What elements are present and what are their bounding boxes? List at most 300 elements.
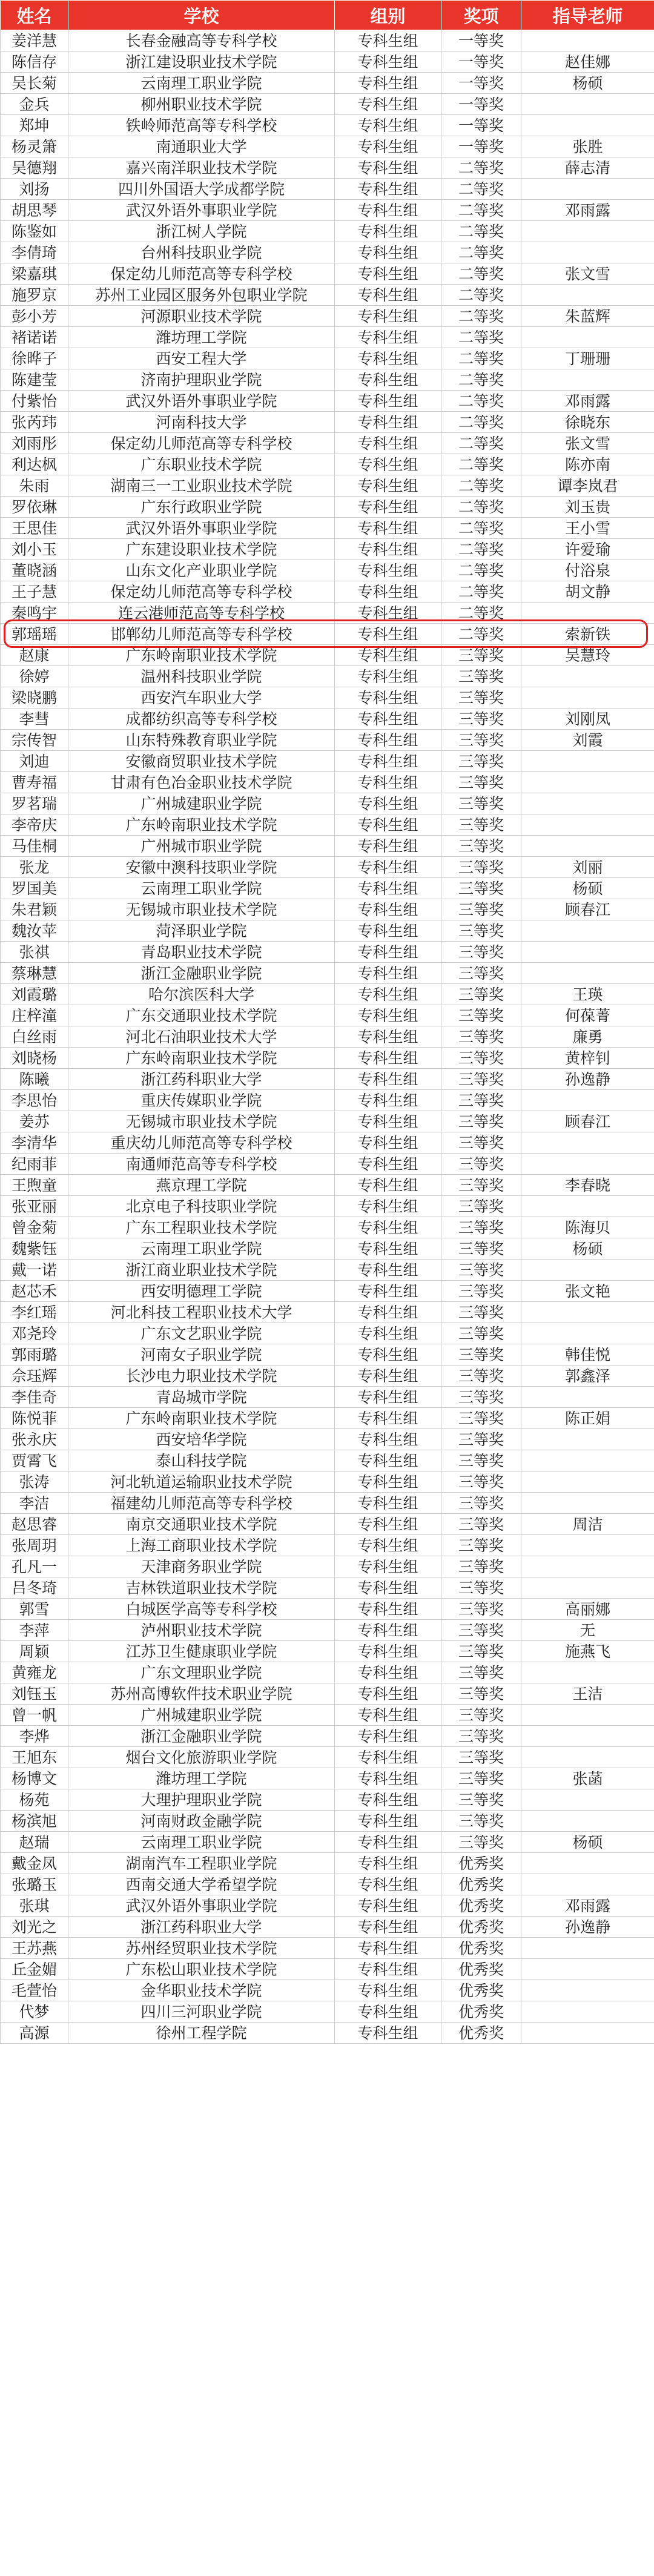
cell-group: 专科生组 (335, 1599, 441, 1620)
cell-award: 一等奖 (441, 51, 521, 73)
cell-school: 湖南三一工业职业技术学院 (68, 475, 335, 497)
cell-name: 秦鸣宇 (1, 603, 68, 624)
cell-school: 武汉外语外事职业学院 (68, 200, 335, 221)
cell-school: 西安工程大学 (68, 348, 335, 369)
cell-name: 李洁 (1, 1493, 68, 1514)
cell-award: 三等奖 (441, 1620, 521, 1641)
cell-award: 三等奖 (441, 1535, 521, 1556)
cell-school: 保定幼儿师范高等专科学校 (68, 263, 335, 285)
cell-school: 云南理工职业学院 (68, 1238, 335, 1260)
cell-group: 专科生组 (335, 1768, 441, 1789)
cell-award: 三等奖 (441, 1111, 521, 1132)
cell-teacher: 吴慧玲 (521, 645, 654, 666)
cell-school: 广东岭南职业技术学院 (68, 1048, 335, 1069)
cell-group: 专科生组 (335, 751, 441, 772)
cell-name: 杨苑 (1, 1789, 68, 1811)
cell-name: 李红瑶 (1, 1302, 68, 1323)
table-row (1, 1493, 654, 1514)
cell-name: 梁嘉琪 (1, 263, 68, 285)
cell-name: 陈悦菲 (1, 1408, 68, 1429)
cell-teacher (521, 836, 654, 857)
cell-group: 专科生组 (335, 1726, 441, 1747)
cell-school: 湖南汽车工程职业学院 (68, 1853, 335, 1874)
table-row (1, 369, 654, 391)
cell-award: 优秀奖 (441, 1874, 521, 1895)
cell-award: 三等奖 (441, 1026, 521, 1048)
cell-award: 三等奖 (441, 772, 521, 793)
cell-group: 专科生组 (335, 1450, 441, 1471)
cell-group: 专科生组 (335, 73, 441, 94)
cell-school: 北京电子科技职业学院 (68, 1196, 335, 1217)
cell-school: 广东松山职业技术学院 (68, 1959, 335, 1980)
cell-name: 赵思睿 (1, 1514, 68, 1535)
cell-group: 专科生组 (335, 1683, 441, 1705)
cell-group: 专科生组 (335, 1387, 441, 1408)
cell-group: 专科生组 (335, 327, 441, 348)
cell-school: 广东建设职业技术学院 (68, 539, 335, 560)
cell-school: 南通职业大学 (68, 136, 335, 157)
header-group: 组别 (335, 1, 441, 30)
cell-award: 三等奖 (441, 1450, 521, 1471)
table-row (1, 878, 654, 899)
cell-award: 二等奖 (441, 327, 521, 348)
table-row (1, 666, 654, 687)
cell-name: 魏紫钰 (1, 1238, 68, 1260)
cell-teacher (521, 1811, 654, 1832)
cell-award: 二等奖 (441, 391, 521, 412)
cell-group: 专科生组 (335, 221, 441, 242)
cell-award: 三等奖 (441, 730, 521, 751)
cell-name: 李倩琦 (1, 242, 68, 263)
cell-group: 专科生组 (335, 836, 441, 857)
table-row (1, 1111, 654, 1132)
cell-teacher (521, 963, 654, 984)
cell-teacher: 孙逸静 (521, 1917, 654, 1938)
cell-name: 罗茗瑞 (1, 793, 68, 814)
cell-teacher: 陈亦南 (521, 454, 654, 475)
cell-school: 上海工商职业技术学院 (68, 1535, 335, 1556)
cell-teacher: 陈海贝 (521, 1217, 654, 1238)
cell-group: 专科生组 (335, 687, 441, 708)
table-row (1, 687, 654, 708)
cell-school: 河北石油职业技术大学 (68, 1026, 335, 1048)
cell-group: 专科生组 (335, 1938, 441, 1959)
cell-group: 专科生组 (335, 157, 441, 179)
cell-teacher: 杨硕 (521, 878, 654, 899)
cell-name: 刘霞璐 (1, 984, 68, 1005)
cell-name: 张琪 (1, 1895, 68, 1917)
cell-award: 三等奖 (441, 878, 521, 899)
cell-name: 王苏燕 (1, 1938, 68, 1959)
cell-teacher (521, 666, 654, 687)
cell-name: 杨灵箫 (1, 136, 68, 157)
cell-teacher (521, 115, 654, 136)
table-row (1, 73, 654, 94)
table-row (1, 1705, 654, 1726)
cell-group: 专科生组 (335, 1832, 441, 1853)
cell-teacher: 孙逸静 (521, 1069, 654, 1090)
table-row (1, 603, 654, 624)
cell-school: 甘肃有色冶金职业技术学院 (68, 772, 335, 793)
cell-school: 四川外国语大学成都学院 (68, 179, 335, 200)
cell-award: 二等奖 (441, 497, 521, 518)
cell-name: 邓尧玲 (1, 1323, 68, 1344)
cell-school: 长沙电力职业技术学院 (68, 1366, 335, 1387)
cell-teacher (521, 687, 654, 708)
cell-award: 三等奖 (441, 1768, 521, 1789)
cell-teacher: 刘刚凤 (521, 708, 654, 730)
cell-award: 三等奖 (441, 1832, 521, 1853)
cell-group: 专科生组 (335, 518, 441, 539)
cell-teacher: 邓雨露 (521, 391, 654, 412)
cell-school: 浙江金融职业学院 (68, 963, 335, 984)
cell-teacher: 付浴泉 (521, 560, 654, 581)
cell-group: 专科生组 (335, 433, 441, 454)
cell-name: 刘迪 (1, 751, 68, 772)
cell-group: 专科生组 (335, 1789, 441, 1811)
cell-group: 专科生组 (335, 30, 441, 51)
cell-name: 金兵 (1, 94, 68, 115)
cell-group: 专科生组 (335, 475, 441, 497)
cell-award: 三等奖 (441, 1641, 521, 1662)
cell-name: 周颖 (1, 1641, 68, 1662)
cell-school: 浙江金融职业学院 (68, 1726, 335, 1747)
cell-award: 二等奖 (441, 200, 521, 221)
cell-award: 三等奖 (441, 1556, 521, 1577)
cell-award: 一等奖 (441, 73, 521, 94)
cell-award: 二等奖 (441, 285, 521, 306)
cell-name: 施罗京 (1, 285, 68, 306)
cell-award: 三等奖 (441, 1238, 521, 1260)
cell-group: 专科生组 (335, 1238, 441, 1260)
cell-group: 专科生组 (335, 1196, 441, 1217)
cell-group: 专科生组 (335, 1175, 441, 1196)
cell-name: 纪雨菲 (1, 1154, 68, 1175)
table-row (1, 1980, 654, 2001)
cell-name: 庄梓潼 (1, 1005, 68, 1026)
cell-teacher: 周洁 (521, 1514, 654, 1535)
cell-name: 孔凡一 (1, 1556, 68, 1577)
cell-group: 专科生组 (335, 242, 441, 263)
cell-award: 三等奖 (441, 1323, 521, 1344)
cell-group: 专科生组 (335, 1577, 441, 1599)
cell-award: 三等奖 (441, 1408, 521, 1429)
cell-teacher (521, 1853, 654, 1874)
cell-name: 刘晓杨 (1, 1048, 68, 1069)
cell-name: 宗传智 (1, 730, 68, 751)
cell-teacher (521, 1980, 654, 2001)
cell-teacher: 王洁 (521, 1683, 654, 1705)
table-row (1, 1938, 654, 1959)
cell-name: 曾金菊 (1, 1217, 68, 1238)
cell-name: 吴长菊 (1, 73, 68, 94)
cell-name: 刘扬 (1, 179, 68, 200)
cell-name: 刘小玉 (1, 539, 68, 560)
cell-name: 张周玥 (1, 1535, 68, 1556)
cell-teacher: 张文雪 (521, 433, 654, 454)
cell-teacher: 徐晓东 (521, 412, 654, 433)
cell-school: 武汉外语外事职业学院 (68, 391, 335, 412)
cell-school: 台州科技职业学院 (68, 242, 335, 263)
cell-school: 河南财政金融学院 (68, 1811, 335, 1832)
cell-school: 山东特殊教育职业学院 (68, 730, 335, 751)
cell-teacher: 施燕飞 (521, 1641, 654, 1662)
cell-school: 连云港师范高等专科学校 (68, 603, 335, 624)
table-row (1, 1514, 654, 1535)
cell-group: 专科生组 (335, 179, 441, 200)
cell-group: 专科生组 (335, 51, 441, 73)
table-row (1, 518, 654, 539)
cell-teacher: 许爱瑜 (521, 539, 654, 560)
cell-name: 郭雪 (1, 1599, 68, 1620)
cell-name: 李清华 (1, 1132, 68, 1154)
cell-school: 广东文理职业学院 (68, 1662, 335, 1683)
table-row (1, 1132, 654, 1154)
cell-name: 赵芯禾 (1, 1281, 68, 1302)
cell-group: 专科生组 (335, 136, 441, 157)
cell-group: 专科生组 (335, 1705, 441, 1726)
cell-school: 广东文艺职业学院 (68, 1323, 335, 1344)
cell-group: 专科生组 (335, 857, 441, 878)
cell-group: 专科生组 (335, 581, 441, 603)
cell-group: 专科生组 (335, 1132, 441, 1154)
table-row (1, 857, 654, 878)
cell-name: 王思佳 (1, 518, 68, 539)
cell-school: 无锡城市职业技术学院 (68, 899, 335, 920)
cell-school: 武汉外语外事职业学院 (68, 1895, 335, 1917)
cell-award: 三等奖 (441, 1387, 521, 1408)
cell-name: 蔡琳慧 (1, 963, 68, 984)
header-award: 奖项 (441, 1, 521, 30)
cell-group: 专科生组 (335, 1535, 441, 1556)
cell-award: 三等奖 (441, 1429, 521, 1450)
cell-award: 三等奖 (441, 1048, 521, 1069)
cell-school: 保定幼儿师范高等专科学校 (68, 581, 335, 603)
cell-teacher: 顾春江 (521, 899, 654, 920)
cell-teacher: 王小雪 (521, 518, 654, 539)
table-row (1, 115, 654, 136)
cell-teacher: 无 (521, 1620, 654, 1641)
cell-award: 三等奖 (441, 645, 521, 666)
cell-group: 专科生组 (335, 1620, 441, 1641)
table-row (1, 1048, 654, 1069)
cell-group: 专科生组 (335, 1980, 441, 2001)
cell-group: 专科生组 (335, 1344, 441, 1366)
cell-teacher (521, 1493, 654, 1514)
cell-group: 专科生组 (335, 1111, 441, 1132)
cell-school: 云南理工职业学院 (68, 73, 335, 94)
table-row (1, 1874, 654, 1895)
cell-award: 三等奖 (441, 1344, 521, 1366)
cell-school: 烟台文化旅游职业学院 (68, 1747, 335, 1768)
cell-award: 优秀奖 (441, 1980, 521, 2001)
cell-school: 广州城建职业学院 (68, 793, 335, 814)
cell-award: 二等奖 (441, 306, 521, 327)
cell-teacher: 杨硕 (521, 1238, 654, 1260)
cell-award: 三等奖 (441, 1726, 521, 1747)
cell-group: 专科生组 (335, 920, 441, 942)
cell-school: 无锡城市职业技术学院 (68, 1111, 335, 1132)
cell-award: 三等奖 (441, 708, 521, 730)
cell-group: 专科生组 (335, 814, 441, 836)
cell-name: 张祺 (1, 942, 68, 963)
cell-name: 李帝庆 (1, 814, 68, 836)
table-row (1, 1747, 654, 1768)
cell-teacher: 刘霞 (521, 730, 654, 751)
cell-group: 专科生组 (335, 1408, 441, 1429)
cell-award: 二等奖 (441, 539, 521, 560)
cell-name: 褚诺诺 (1, 327, 68, 348)
cell-teacher (521, 2023, 654, 2044)
table-row (1, 454, 654, 475)
cell-award: 二等奖 (441, 263, 521, 285)
table-row (1, 285, 654, 306)
cell-school: 保定幼儿师范高等专科学校 (68, 433, 335, 454)
cell-name: 曾一帆 (1, 1705, 68, 1726)
table-row (1, 136, 654, 157)
cell-name: 张璐玉 (1, 1874, 68, 1895)
cell-school: 河北科技工程职业技术大学 (68, 1302, 335, 1323)
cell-name: 赵瑞 (1, 1832, 68, 1853)
cell-school: 浙江商业职业技术学院 (68, 1260, 335, 1281)
cell-group: 专科生组 (335, 963, 441, 984)
cell-award: 二等奖 (441, 348, 521, 369)
cell-school: 吉林铁道职业技术学院 (68, 1577, 335, 1599)
cell-teacher (521, 1429, 654, 1450)
cell-award: 三等奖 (441, 1599, 521, 1620)
cell-teacher: 邓雨露 (521, 200, 654, 221)
cell-teacher: 廉勇 (521, 1026, 654, 1048)
table-row (1, 1641, 654, 1662)
cell-group: 专科生组 (335, 1302, 441, 1323)
cell-group: 专科生组 (335, 1069, 441, 1090)
cell-teacher (521, 369, 654, 391)
cell-group: 专科生组 (335, 200, 441, 221)
table-row (1, 391, 654, 412)
cell-teacher (521, 1726, 654, 1747)
table-row (1, 1005, 654, 1026)
table-row (1, 1450, 654, 1471)
cell-name: 罗依琳 (1, 497, 68, 518)
cell-school: 苏州工业园区服务外包职业学院 (68, 285, 335, 306)
cell-award: 三等奖 (441, 1747, 521, 1768)
cell-group: 专科生组 (335, 1641, 441, 1662)
cell-group: 专科生组 (335, 1471, 441, 1493)
cell-name: 刘雨彤 (1, 433, 68, 454)
cell-teacher: 邓雨露 (521, 1895, 654, 1917)
cell-award: 三等奖 (441, 899, 521, 920)
cell-teacher (521, 285, 654, 306)
cell-teacher: 何葆菁 (521, 1005, 654, 1026)
cell-group: 专科生组 (335, 1874, 441, 1895)
cell-group: 专科生组 (335, 708, 441, 730)
cell-award: 二等奖 (441, 221, 521, 242)
table-row (1, 1408, 654, 1429)
cell-teacher: 韩佳悦 (521, 1344, 654, 1366)
cell-teacher: 薛志清 (521, 157, 654, 179)
table-row (1, 1281, 654, 1302)
cell-group: 专科生组 (335, 1260, 441, 1281)
cell-group: 专科生组 (335, 1281, 441, 1302)
table-row (1, 1154, 654, 1175)
cell-award: 三等奖 (441, 1260, 521, 1281)
cell-name: 刘钰玉 (1, 1683, 68, 1705)
cell-award: 优秀奖 (441, 1895, 521, 1917)
table-row (1, 772, 654, 793)
cell-teacher (521, 1577, 654, 1599)
table-row (1, 836, 654, 857)
cell-name: 李烨 (1, 1726, 68, 1747)
cell-school: 广州城市职业学院 (68, 836, 335, 857)
table-row (1, 1620, 654, 1641)
cell-teacher (521, 920, 654, 942)
cell-name: 黄雍龙 (1, 1662, 68, 1683)
table-row (1, 475, 654, 497)
cell-name: 郭雨璐 (1, 1344, 68, 1366)
cell-group: 专科生组 (335, 666, 441, 687)
cell-teacher (521, 942, 654, 963)
cell-name: 胡思琴 (1, 200, 68, 221)
header-name: 姓名 (1, 1, 68, 30)
cell-school: 福建幼儿师范高等专科学校 (68, 1493, 335, 1514)
cell-name: 王煦童 (1, 1175, 68, 1196)
table-row (1, 814, 654, 836)
cell-teacher (521, 1471, 654, 1493)
cell-group: 专科生组 (335, 1323, 441, 1344)
cell-teacher (521, 1747, 654, 1768)
cell-group: 专科生组 (335, 645, 441, 666)
cell-group: 专科生组 (335, 878, 441, 899)
cell-award: 三等奖 (441, 666, 521, 687)
table-row (1, 157, 654, 179)
cell-award: 优秀奖 (441, 2023, 521, 2044)
cell-teacher (521, 1302, 654, 1323)
cell-award: 三等奖 (441, 984, 521, 1005)
table-row (1, 263, 654, 285)
cell-school: 广东工程职业技术学院 (68, 1217, 335, 1238)
cell-group: 专科生组 (335, 454, 441, 475)
cell-teacher (521, 1196, 654, 1217)
header-school: 学校 (68, 1, 335, 30)
cell-group: 专科生组 (335, 1514, 441, 1535)
cell-group: 专科生组 (335, 603, 441, 624)
table-row (1, 645, 654, 666)
cell-school: 浙江建设职业技术学院 (68, 51, 335, 73)
cell-award: 优秀奖 (441, 1917, 521, 1938)
cell-school: 广州城建职业学院 (68, 1705, 335, 1726)
cell-name: 罗国美 (1, 878, 68, 899)
cell-group: 专科生组 (335, 2001, 441, 2023)
table-row (1, 327, 654, 348)
cell-teacher (521, 751, 654, 772)
cell-name: 佘珏辉 (1, 1366, 68, 1387)
table-row (1, 1959, 654, 1980)
cell-name: 戴金凤 (1, 1853, 68, 1874)
cell-award: 三等奖 (441, 1069, 521, 1090)
table-row (1, 1471, 654, 1493)
cell-school: 安徽商贸职业技术学院 (68, 751, 335, 772)
cell-group: 专科生组 (335, 899, 441, 920)
cell-award: 二等奖 (441, 603, 521, 624)
cell-name: 张永庆 (1, 1429, 68, 1450)
cell-name: 马佳桐 (1, 836, 68, 857)
cell-teacher (521, 1132, 654, 1154)
table-header-row (1, 1, 654, 30)
cell-award: 三等奖 (441, 1514, 521, 1535)
cell-teacher (521, 1938, 654, 1959)
cell-school: 四川三河职业学院 (68, 2001, 335, 2023)
cell-school: 武汉外语外事职业学院 (68, 518, 335, 539)
